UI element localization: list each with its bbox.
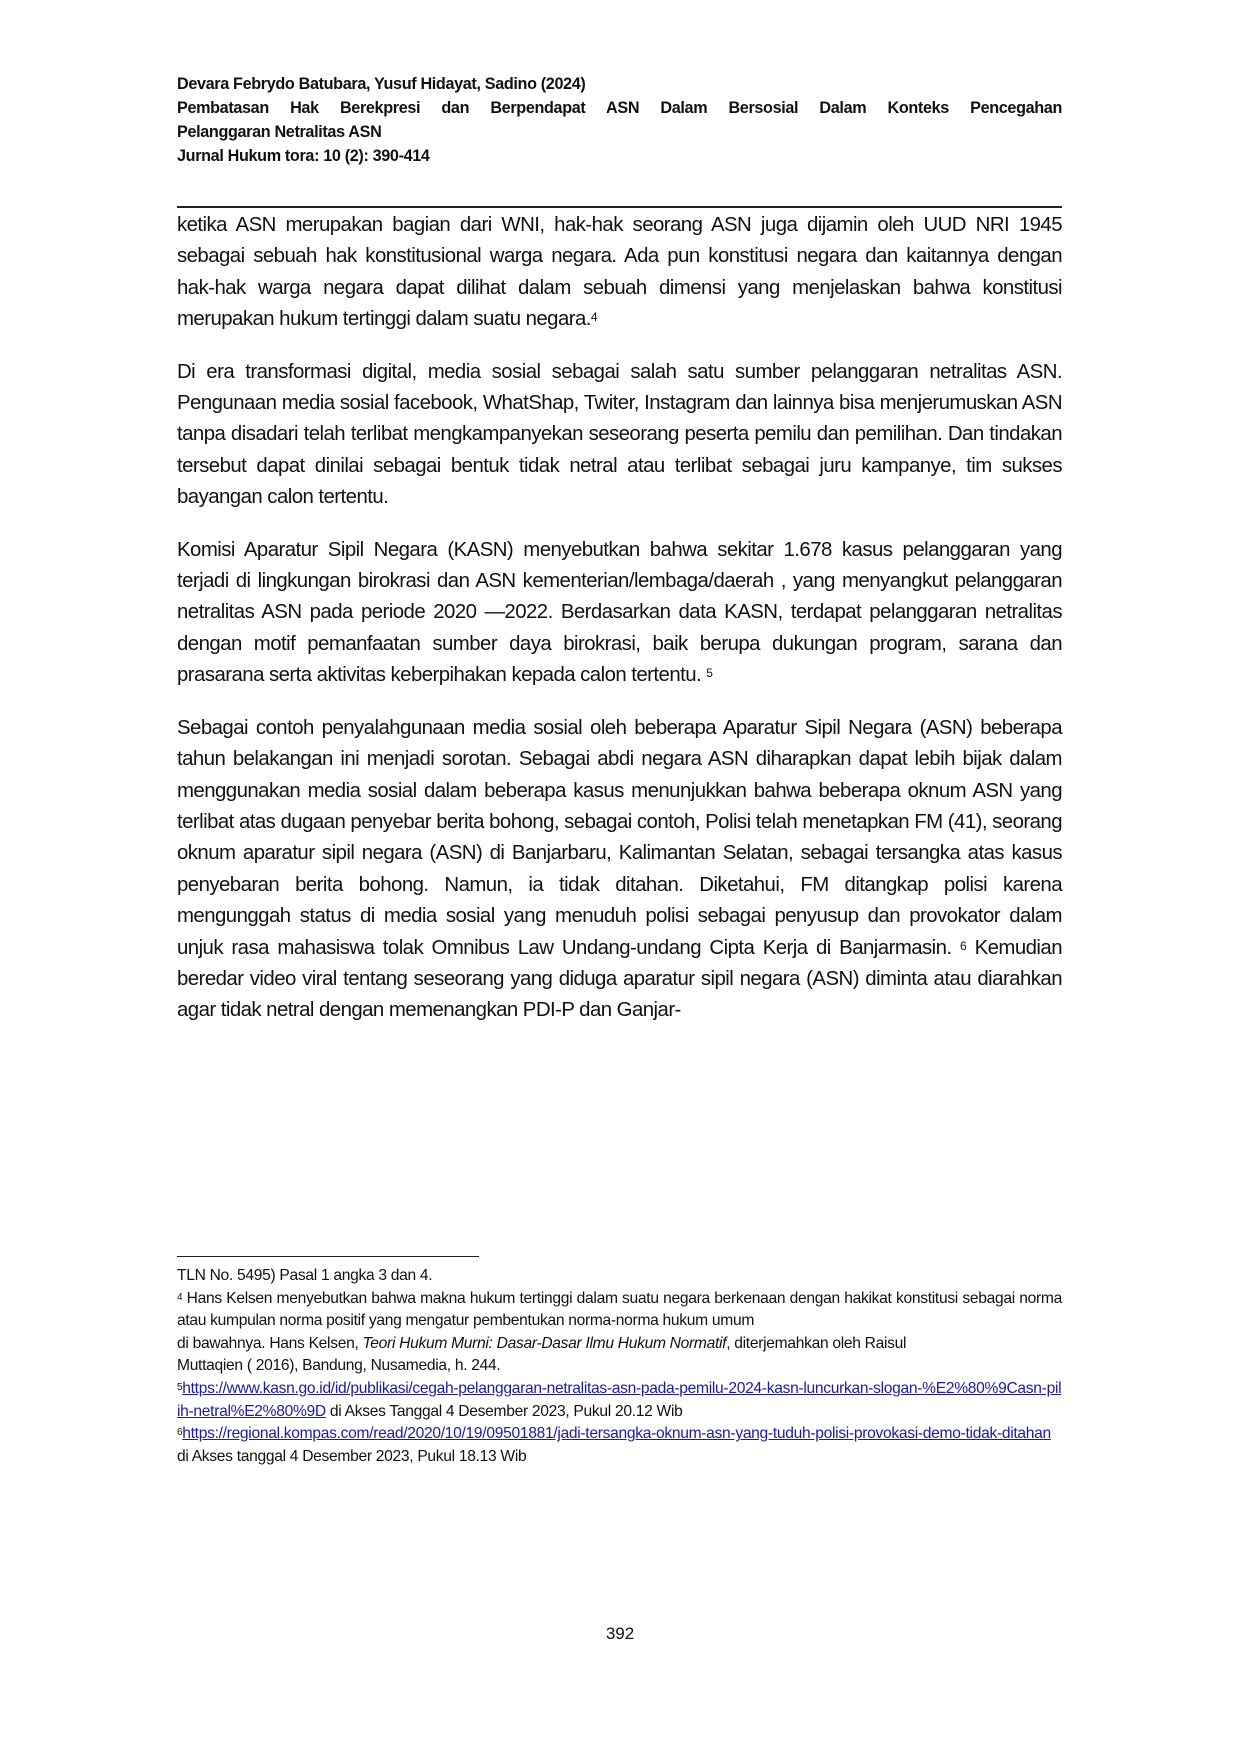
footnote-4-book-title: Teori Hukum Murni: Dasar-Dasar Ilmu Hukum Normatif bbox=[362, 1334, 727, 1352]
footnotes bbox=[177, 1265, 1062, 1468]
paragraph-4-continuation: Kemudian beredar video viral tentang seseorang yang diduga aparatur sipil negara (ASN) diminta atau diarahkan agar tidak netral dengan memenangkan PDI-P dan Ganjar- bbox=[177, 936, 1062, 1022]
paragraph-1 bbox=[177, 210, 1062, 336]
paragraph-2: Di era transformasi digital, media sosial sebagai salah satu sumber pelanggaran netralitas ASN. Pengunaan media sosial facebook, WhatShap, Twiter, Instagram dan lainnya bisa menjerumuskan ASN tanpa disadari telah terlibat mengkampanyekan seseorang peserta pemilu dan pemilihan. Dan tindakan tersebut dapat dinilai sebagai bentuk tidak netral atau terlibat sebagai juru kampanye, tim sukses bayangan calon tertentu. bbox=[177, 360, 1062, 509]
footnote-4-text: Hans Kelsen menyebutkan bahwa makna hukum tertinggi dalam suatu negara berkenaan dengan hakikat konstitusi sebagai norma atau kumpulan norma positif yang mengatur pembentukan norma-norma hukum umum bbox=[177, 1289, 1062, 1330]
footnote-5-number: 5 bbox=[177, 1381, 183, 1393]
footnote-continuation: TLN No. 5495) Pasal 1 angka 3 dan 4. bbox=[177, 1267, 433, 1284]
footnote-6-link[interactable]: https://regional.kompas.com/read/2020/10/19/09501881/jadi-tersangka-oknum-asn-yang-tuduh-polisi-provokasi-demo-tidak-ditahan bbox=[182, 1425, 1051, 1443]
footnote-5 bbox=[177, 1378, 1062, 1423]
header-rule bbox=[177, 206, 1062, 208]
footnote-4-line2 bbox=[177, 1333, 1062, 1356]
running-header bbox=[177, 72, 1062, 168]
footnote-4-text-3: , diterjemahkan oleh Raisul bbox=[726, 1334, 907, 1352]
footnote-4 bbox=[177, 1288, 1062, 1333]
footnote-4-number: 4 bbox=[177, 1291, 183, 1303]
body-text bbox=[177, 210, 1062, 1048]
page-number: 392 bbox=[605, 1624, 635, 1643]
footnote-ref-4[interactable]: 4 bbox=[590, 310, 598, 325]
footnote-5-text: di Akses Tanggal 4 Desember 2023, Pukul 20.12 Wib bbox=[325, 1402, 683, 1420]
header-title-line1: Pembatasan Hak Berekpresi dan Berpendapat ASN Dalam Bersosial Dalam Konteks Pencegahan bbox=[177, 99, 1062, 117]
footnote-6-number: 6 bbox=[177, 1427, 183, 1439]
paragraph-3-text: Komisi Aparatur Sipil Negara (KASN) menyebutkan bahwa sekitar 1.678 kasus pelanggaran yang terjadi di lingkungan birokrasi dan ASN kementerian/lembaga/daerah , yang menyangkut pelanggaran netralitas ASN pada periode 2020 —2022. Berdasarkan data KASN, terdapat pelanggaran netralitas dengan motif pemanfaatan sumber daya birokrasi, baik berupa dukungan program, sarana dan prasarana serta aktivitas keberpihakan kepada calon tertentu. bbox=[177, 538, 1062, 687]
paragraph-4 bbox=[177, 713, 1062, 1027]
paragraph-4-text: Sebagai contoh penyalahgunaan media sosial oleh beberapa Aparatur Sipil Negara (ASN) beberapa tahun belakangan ini menjadi sorotan. Sebagai abdi negara ASN diharapkan dapat lebih bijak dalam menggunakan media sosial dalam beberapa kasus menunjukkan bahwa beberapa oknum ASN yang terlibat atas dugaan penyebar berita bohong, sebagai contoh, Polisi telah menetapkan FM (41), seorang oknum aparatur sipil negara (ASN) di Banjarbaru, Kalimantan Selatan, sebagai tersangka atas kasus penyebaran berita bohong. Namun, ia tidak ditahan. Diketahui, FM ditangkap polisi karena mengunggah status di media sosial yang menuduh polisi sebagai penyusup dan provokator dalam unjuk rasa mahasiswa tolak Omnibus Law Undang-undang Cipta Kerja di Banjarmasin. bbox=[177, 716, 1062, 959]
footnote-4-line3: Muttaqien ( 2016), Bandung, Nusamedia, h. 244. bbox=[177, 1357, 501, 1375]
footnote-4-text-2: di bawahnya. Hans Kelsen, bbox=[177, 1334, 363, 1352]
paragraph-1-text: ketika ASN merupakan bagian dari WNI, hak-hak seorang ASN juga dijamin oleh UUD NRI 1945 sebagai sebuah hak konstitusional warga negara. Ada pun konstitusi negara dan kaitannya dengan hak-hak warga negara dapat dilihat dalam sebuah dimensi yang menjelaskan bahwa konstitusi merupakan hukum tertinggi dalam suatu negara. bbox=[177, 214, 1062, 331]
header-journal: Jurnal Hukum tora: 10 (2): 390-414 bbox=[177, 147, 430, 165]
footnote-6-text: di Akses tanggal 4 Desember 2023, Pukul 18.13 Wib bbox=[177, 1447, 527, 1465]
paragraph-3 bbox=[177, 535, 1062, 692]
footnote-5-link[interactable]: https://www.kasn.go.id/id/publikasi/cegah-pelanggaran-netralitas-asn-pada-pemilu-2024-kasn-luncurkan-slogan-%E2%80%9Casn-pilih-netral%E2%80%9D bbox=[177, 1379, 1062, 1420]
footnote-ref-5[interactable]: 5 bbox=[706, 666, 713, 681]
header-authors: Devara Febrydo Batubara, Yusuf Hidayat, Sadino (2024) bbox=[177, 75, 586, 93]
header-title-line2: Pelanggaran Netralitas ASN bbox=[177, 123, 382, 141]
footnote-6 bbox=[177, 1423, 1062, 1468]
footnote-ref-6[interactable]: 6 bbox=[960, 938, 967, 953]
footnote-separator bbox=[177, 1256, 479, 1257]
